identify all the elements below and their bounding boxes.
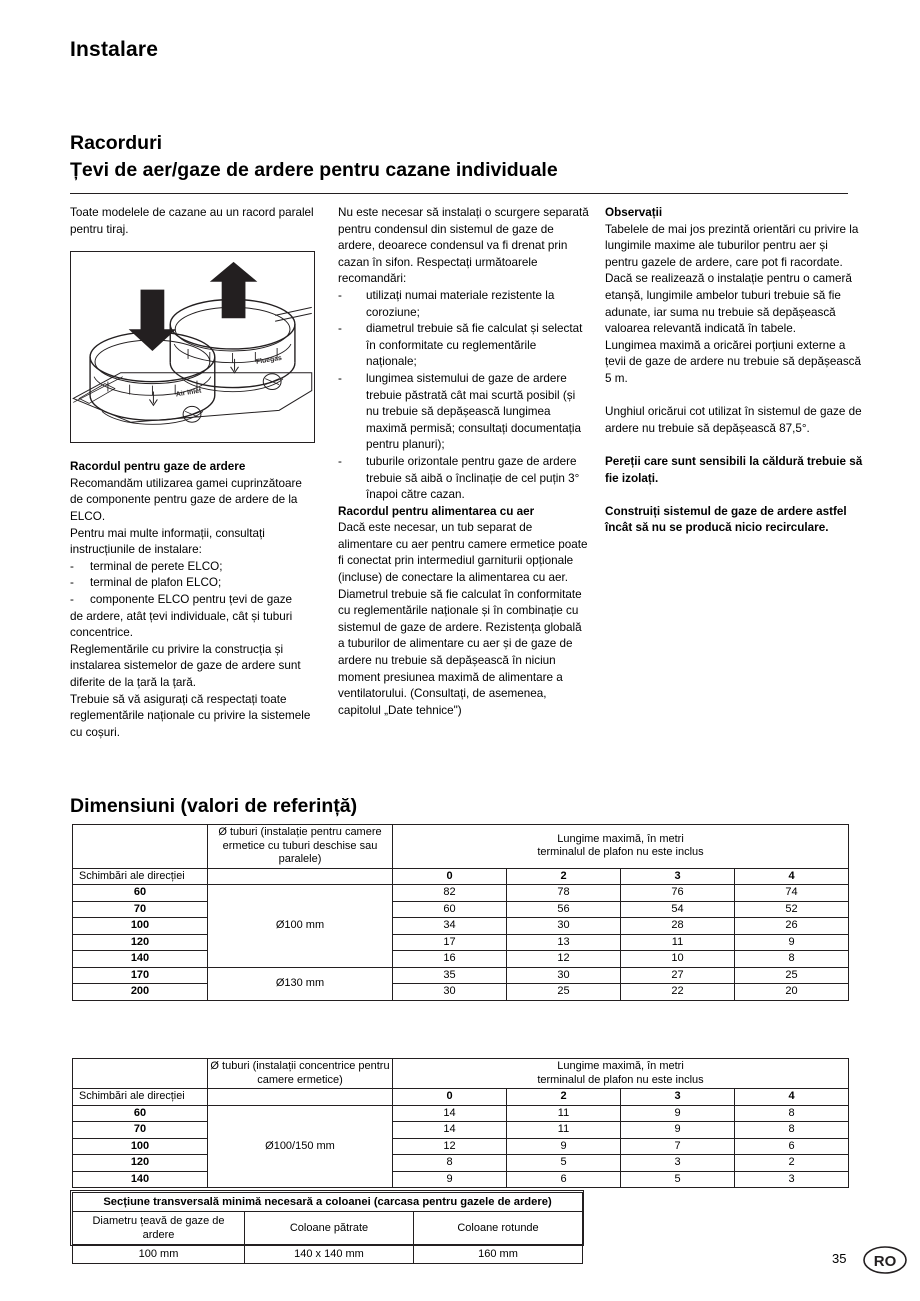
table-cell-value: 56 (507, 901, 621, 918)
table-cell-value: 5 (621, 1171, 735, 1188)
list-item (338, 371, 590, 454)
right-heading-text: Observații (605, 206, 663, 219)
dash-bullet-icon: - (338, 371, 342, 385)
table-cell-size: 100 (73, 1138, 208, 1155)
table-row-header-top (73, 825, 849, 869)
section-title-primary: Racorduri (70, 132, 163, 154)
table-cell-value: 30 (507, 918, 621, 935)
table-row-header (73, 1212, 583, 1245)
table-row-header-bends (73, 868, 849, 885)
table-cell-value: 74 (735, 885, 849, 902)
list-item-label: tuburile orizontale pentru gaze de ardere trebuie să aibă o înclinație de cel puțin 3° înapoi către cazan. (366, 454, 580, 502)
table-cell-value: 11 (621, 934, 735, 951)
table-row-header-top (73, 1059, 849, 1089)
table-header-bend-4: 4 (735, 868, 849, 885)
table-header-length (393, 825, 849, 869)
figure-label-fluegas: Fluegas (255, 354, 283, 366)
table-cell-value: 9 (393, 1171, 507, 1188)
dash-bullet-icon: - (70, 559, 74, 573)
table-cell-value: 9 (507, 1138, 621, 1155)
table-cell-value: 8 (735, 951, 849, 968)
middle-paragraph-2: Dacă este necesar, un tub separat de alimentare cu aer pentru camere ermetice poate fi conectat prin intermediul garniturii opționale (incluse) de conectare la alimentarea cu aer. Diametrul trebuie să fie calculat în conformitate cu reglementările naționale și în combinație cu sistemul de gaze de ardere. Rezistența globală a tuburilor de alimentare cu aer și de gaze de ardere nu trebuie să depășească în niciun moment presiunea maximă de alimentare a ventilatorului. (Consultați, de asemenea, capitolul „Date tehnice") (338, 521, 588, 717)
right-heading-notes (605, 205, 863, 222)
table-row (73, 967, 849, 984)
table-cell-value: 2 (735, 1155, 849, 1172)
table-header-diameter: Ø tuburi (instalație pentru camere ermetice cu tuburi deschise sau paralele) (208, 825, 393, 869)
table-cell-value: 140 x 140 mm (245, 1245, 414, 1264)
table-cell-size: 140 (73, 951, 208, 968)
table-cell-value: 34 (393, 918, 507, 935)
right-paragraph-2: Lungimea maximă a oricărei porțiuni externe a țevii de gaze de ardere nu trebuie să depășească 5 m. (605, 338, 862, 385)
table-header-round-columns: Coloane rotunde (414, 1212, 583, 1245)
table-cell-size: 200 (73, 984, 208, 1001)
table-row (73, 1122, 849, 1139)
table-cell-value: 26 (735, 918, 849, 935)
table-cell-value: 30 (393, 984, 507, 1001)
table-cell-value: 60 (393, 901, 507, 918)
table-cell-value: 12 (393, 1138, 507, 1155)
ro-badge-text: RO (873, 1253, 897, 1270)
table-cell-value: 78 (507, 885, 621, 902)
table-row (73, 885, 849, 902)
table-header-bend-2: 2 (507, 1089, 621, 1106)
down-arrow-icon (129, 290, 177, 351)
middle-heading-air-supply (338, 504, 590, 521)
table-cell-value: 3 (621, 1155, 735, 1172)
left-paragraph-3: Reglementările cu privire la construcția și instalarea sistemelor de gaze de ardere sunt diferite de la țară la țară. (70, 642, 301, 689)
dash-bullet-icon: - (70, 592, 74, 606)
table-cell-value: 8 (393, 1155, 507, 1172)
table-header-length (393, 1059, 849, 1089)
list-item-label: componente ELCO pentru țevi de gaze (90, 592, 293, 606)
list-item (70, 559, 318, 576)
table-cell-blank (73, 1059, 208, 1089)
table-cell-value: 16 (393, 951, 507, 968)
left-heading-flue-connection (70, 459, 318, 476)
table-header-direction-changes: Schimbări ale direcției (73, 1089, 208, 1106)
table-row (73, 934, 849, 951)
table-cell-value: 100 mm (73, 1245, 245, 1264)
table-title-cross-section: Secțiune transversală minimă necesară a coloanei (carcasa pentru gazele de ardere) (73, 1193, 583, 1212)
table-row (73, 918, 849, 935)
left-heading-text: Racordul pentru gaze de ardere (70, 460, 246, 474)
table-open-parallel-pipes (72, 824, 849, 1001)
table-concentric-pipes (72, 1058, 849, 1188)
table-cell-size: 70 (73, 901, 208, 918)
table-cell-value: 11 (507, 1105, 621, 1122)
table-cell-value: 25 (507, 984, 621, 1001)
table-cell-size: 170 (73, 967, 208, 984)
column-right (605, 205, 863, 537)
list-item (70, 575, 318, 592)
figure-illustration (71, 252, 314, 442)
table-cell-value: 6 (507, 1171, 621, 1188)
table-cell-diameter-group: Ø100/150 mm (208, 1105, 393, 1188)
page-number: 35 (832, 1251, 847, 1266)
table-cell-value: 9 (621, 1122, 735, 1139)
table-cell-value: 7 (621, 1138, 735, 1155)
list-item-label: terminal de perete ELCO; (90, 559, 223, 573)
dash-bullet-icon: - (338, 288, 342, 302)
list-item-label: utilizați numai materiale rezistente la coroziune; (366, 288, 555, 319)
table-cell-value: 9 (735, 934, 849, 951)
left-bullet-list (70, 559, 318, 609)
table-header-bend-4: 4 (735, 1089, 849, 1106)
table-header-bend-3: 3 (621, 868, 735, 885)
table-cell-value: 9 (621, 1105, 735, 1122)
table-cell-size: 120 (73, 1155, 208, 1172)
page-title-dimensions: Dimensiuni (valori de referință) (70, 795, 358, 817)
table-header-diameter: Ø tuburi (instalații concentrice pentru camere ermetice) (208, 1059, 393, 1089)
left-paragraph-4: Trebuie să vă asigurați că respectați toate reglementările naționale cu privire la sistemele cu coșuri. (70, 692, 311, 739)
table-minimum-cross-section (72, 1192, 583, 1264)
table-cell-value: 12 (507, 951, 621, 968)
table-cell-diameter-group: Ø100 mm (208, 885, 393, 968)
table-header-bend-0: 0 (393, 868, 507, 885)
table-cell-value: 27 (621, 967, 735, 984)
right-paragraph-4-bold: Pereții care sunt sensibili la căldură trebuie să fie izolați. (605, 454, 863, 485)
table-cell-value: 10 (621, 951, 735, 968)
list-item (338, 454, 590, 504)
table-header-length-line2: terminalul de plafon nu este inclus (537, 846, 704, 859)
section-header (70, 130, 848, 194)
table-cell-size: 70 (73, 1122, 208, 1139)
table-cell-size: 60 (73, 885, 208, 902)
table-cell-value: 160 mm (414, 1245, 583, 1264)
table-cell-diameter-group: Ø130 mm (208, 967, 393, 1000)
table-cell-value: 30 (507, 967, 621, 984)
list-item (338, 321, 590, 371)
table-cell-value: 54 (621, 901, 735, 918)
table-cell-value: 25 (735, 967, 849, 984)
list-item-label: diametrul trebuie să fie calculat și selectat în conformitate cu reglementările naționale; (366, 322, 583, 369)
table-row (73, 1171, 849, 1188)
table-cell-value: 20 (735, 984, 849, 1001)
table-header-bend-3: 3 (621, 1089, 735, 1106)
column-middle (338, 205, 590, 719)
right-paragraph-5-bold: Construiți sistemul de gaze de ardere astfel încât să nu se producă nicio recirculare. (605, 504, 847, 535)
table-cell-value: 11 (507, 1122, 621, 1139)
table-cell-size: 100 (73, 918, 208, 935)
table-cell-size: 140 (73, 1171, 208, 1188)
table-cell-size: 60 (73, 1105, 208, 1122)
dash-bullet-icon: - (70, 576, 74, 590)
table-cell-value: 76 (621, 885, 735, 902)
ro-badge-icon (862, 1245, 908, 1275)
table-row-header-bends (73, 1089, 849, 1106)
table-row-title (73, 1193, 583, 1212)
table-cell-value: 13 (507, 934, 621, 951)
table-header-square-columns: Coloane pătrate (245, 1212, 414, 1245)
left-bullet-continuation: de ardere, atât țevi individuale, cât și tuburi concentrice. (70, 609, 293, 640)
table-cell-value: 35 (393, 967, 507, 984)
table-header-direction-changes: Schimbări ale direcției (73, 868, 208, 885)
table-cell-value: 52 (735, 901, 849, 918)
middle-paragraph-1: Nu este necesar să instalați o scurgere separată pentru condensul din sistemul de gaze de ardere, deoarece condensul va fi drenat prin cazan în sifon. Respectați următoarele recomandări: (338, 206, 589, 286)
boiler-connections-figure (70, 251, 315, 443)
chapter-title: Instalare (70, 38, 159, 61)
column-left (70, 205, 318, 741)
table-row (73, 1138, 849, 1155)
table-header-length-line1: Lungime maximă, în metri (557, 832, 684, 845)
list-item-label: lungimea sistemului de gaze de ardere trebuie păstrată cât mai scurtă posibil (și nu trebuie să depășească lungimea maximă permisă; consultați documentația pentru planuri); (366, 371, 582, 452)
right-paragraph-1: Tabelele de mai jos prezintă orientări cu privire la lungimile maxime ale tuburilor pentru aer și pentru gazele de ardere, care pot fi racordate. Dacă se realizează o instalație pentru o cameră etanșă, lungimile ambelor tuburi trebuie să fie adunate, iar suma nu trebuie să depășească valoarea relevantă indicată în tabele. (605, 222, 859, 336)
list-item (70, 592, 318, 609)
left-paragraph-2: Pentru mai multe informații, consultați instrucțiunile de instalare: (70, 526, 265, 557)
table-cell-value: 22 (621, 984, 735, 1001)
table-row (73, 1105, 849, 1122)
table-cell-value: 5 (507, 1155, 621, 1172)
figure-label-air-inlet: Air Inlet (175, 387, 202, 399)
table-cell-value: 14 (393, 1105, 507, 1122)
table-header-bend-2: 2 (507, 868, 621, 885)
table-row (73, 951, 849, 968)
up-arrow-icon (210, 262, 257, 318)
table-row (73, 984, 849, 1001)
table-cell-value: 3 (735, 1171, 849, 1188)
table-cell-blank (73, 825, 208, 869)
table-cell-value: 8 (735, 1105, 849, 1122)
table-cell-value: 14 (393, 1122, 507, 1139)
table-cell-value: 17 (393, 934, 507, 951)
right-paragraph-3: Unghiul oricărui cot utilizat în sistemul de gaze de ardere nu trebuie să depășească 87,5°. (605, 405, 862, 435)
table-cell-value: 6 (735, 1138, 849, 1155)
left-paragraph-1: Recomandăm utilizarea gamei cuprinzătoare de componente pentru gaze de ardere de la ELCO. (70, 476, 302, 523)
dash-bullet-icon: - (338, 454, 342, 468)
table-cell-value: 82 (393, 885, 507, 902)
table-header-length-line2: terminalul de plafon nu este inclus (537, 1073, 704, 1086)
table-cell-value: 28 (621, 918, 735, 935)
table-header-bend-0: 0 (393, 1089, 507, 1106)
dash-bullet-icon: - (338, 322, 342, 336)
list-item-label: terminal de plafon ELCO; (90, 576, 222, 590)
language-badge (862, 1245, 908, 1275)
table-row (73, 901, 849, 918)
header-divider (70, 193, 848, 194)
table-row (73, 1155, 849, 1172)
table-cell-value: 8 (735, 1122, 849, 1139)
left-intro-paragraph: Toate modelele de cazane au un racord paralel pentru tiraj. (70, 206, 314, 236)
table-cell-blank (208, 1089, 393, 1106)
table-row (73, 1245, 583, 1264)
table-header-pipe-diameter: Diametru țeavă de gaze de ardere (73, 1212, 245, 1245)
table-header-length-line1: Lungime maximă, în metri (557, 1060, 684, 1072)
middle-bullet-list (338, 288, 590, 504)
list-item (338, 288, 590, 321)
table-cell-blank (208, 868, 393, 885)
section-title-secondary: Țevi de aer/gaze de ardere pentru cazane individuale (70, 159, 558, 181)
middle-heading-text: Racordul pentru alimentarea cu aer (338, 504, 535, 518)
table-cell-size: 120 (73, 934, 208, 951)
